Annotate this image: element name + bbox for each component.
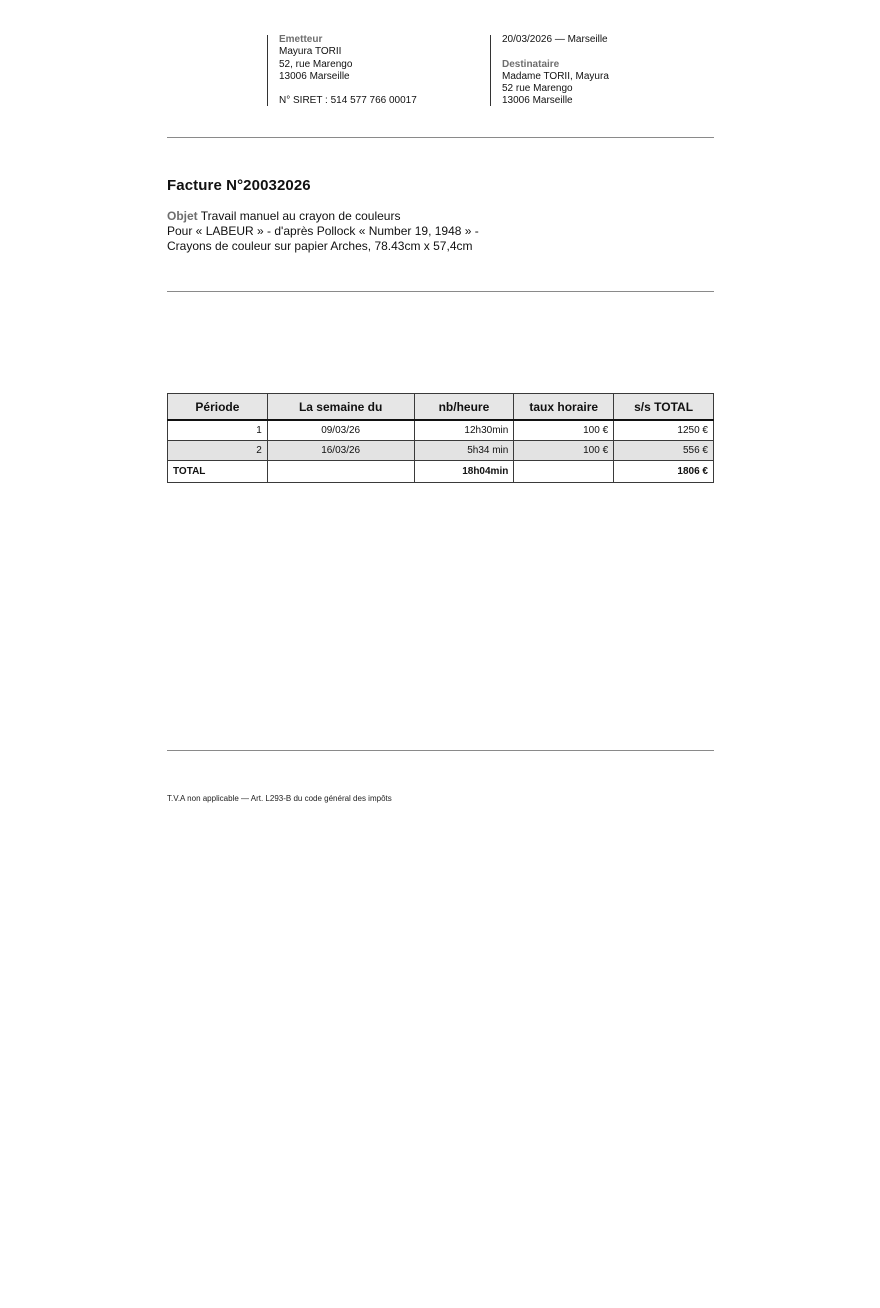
vat-note: T.V.A non applicable — Art. L293-B du code général des impôts	[167, 794, 392, 803]
table-total-row	[168, 461, 714, 483]
date-place: 20/03/2026 — Marseille	[502, 34, 608, 45]
recipient-city: 13006 Marseille	[502, 95, 573, 107]
emitter-siret: N° SIRET : 514 577 766 00017	[279, 95, 417, 107]
cell-nb-heure: 12h30min	[414, 420, 514, 441]
recipient-heading: Destinataire	[502, 58, 560, 70]
emitter-heading: Emetteur	[279, 34, 323, 45]
header-ss-total: s/s TOTAL	[614, 394, 714, 421]
recipient-divider	[490, 35, 491, 106]
divider-middle	[167, 291, 714, 292]
divider-top	[167, 137, 714, 138]
invoice-table	[167, 393, 714, 483]
recipient-name: Madame TORII, Mayura	[502, 70, 609, 82]
header-taux-horaire: taux horaire	[514, 394, 614, 421]
object-line-3: Crayons de couleur sur papier Arches, 78.43cm x 57,4cm	[167, 239, 473, 253]
object-line-1: Travail manuel au crayon de couleurs	[200, 209, 401, 223]
cell-semaine: 09/03/26	[267, 420, 414, 441]
cell-periode: 2	[168, 441, 268, 461]
total-label: TOTAL	[168, 461, 268, 483]
invoice-object	[167, 209, 479, 254]
cell-ss-total: 1250 €	[614, 420, 714, 441]
total-nb-heure: 18h04min	[414, 461, 514, 483]
total-semaine	[267, 461, 414, 483]
emitter-street: 52, rue Marengo	[279, 58, 353, 70]
emitter-city: 13006 Marseille	[279, 70, 350, 82]
emitter-divider	[267, 35, 268, 106]
recipient-street: 52 rue Marengo	[502, 83, 573, 95]
cell-taux-horaire: 100 €	[514, 441, 614, 461]
emitter-name: Mayura TORII	[279, 46, 342, 58]
table-row	[168, 441, 714, 461]
header-nb-heure: nb/heure	[414, 394, 514, 421]
header-semaine: La semaine du	[267, 394, 414, 421]
total-taux-horaire	[514, 461, 614, 483]
total-amount: 1806 €	[614, 461, 714, 483]
recipient-block	[502, 34, 609, 108]
cell-ss-total: 556 €	[614, 441, 714, 461]
cell-taux-horaire: 100 €	[514, 420, 614, 441]
divider-bottom	[167, 750, 714, 751]
invoice-title: Facture N°20032026	[167, 177, 311, 194]
object-line-2: Pour « LABEUR » - d'après Pollock « Number 19, 1948 » -	[167, 224, 479, 238]
table-row	[168, 420, 714, 441]
cell-semaine: 16/03/26	[267, 441, 414, 461]
object-label: Objet	[167, 209, 198, 223]
header-periode: Période	[168, 394, 268, 421]
cell-nb-heure: 5h34 min	[414, 441, 514, 461]
cell-periode: 1	[168, 420, 268, 441]
table-header-row	[168, 394, 714, 421]
emitter-block	[279, 34, 417, 108]
